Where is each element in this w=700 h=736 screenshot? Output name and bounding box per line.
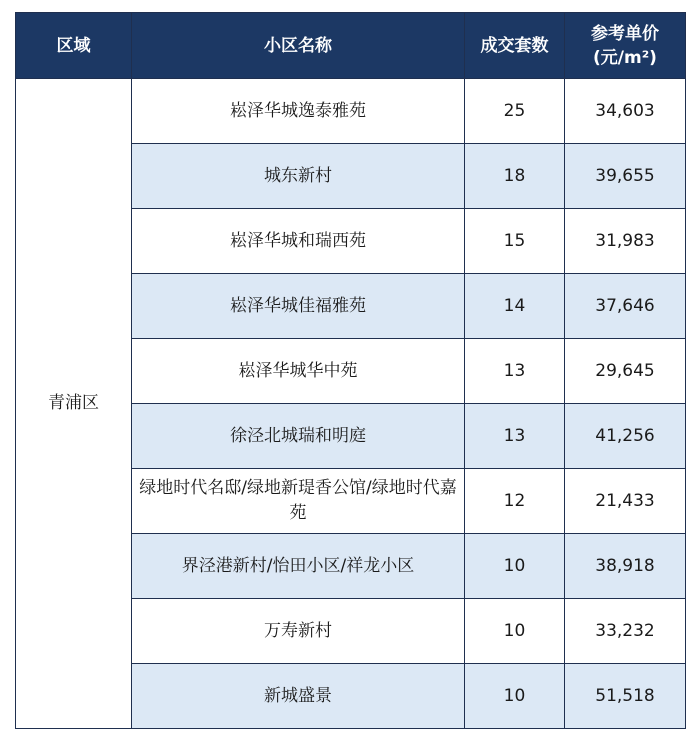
unit-price: 38,918: [565, 534, 686, 599]
unit-price: 41,256: [565, 404, 686, 469]
unit-price: 21,433: [565, 469, 686, 534]
deal-count: 25: [465, 79, 565, 144]
community-name: 新城盛景: [132, 664, 465, 729]
table-header-row: [16, 13, 686, 79]
unit-price: 31,983: [565, 209, 686, 274]
unit-price: 34,603: [565, 79, 686, 144]
deal-count: 12: [465, 469, 565, 534]
community-name: 万寿新村: [132, 599, 465, 664]
deal-count: 10: [465, 599, 565, 664]
deal-count: 13: [465, 339, 565, 404]
header-name: 小区名称: [132, 13, 465, 79]
unit-price: 39,655: [565, 144, 686, 209]
deal-count: 13: [465, 404, 565, 469]
unit-price: 33,232: [565, 599, 686, 664]
community-name: 界泾港新村/怡田小区/祥龙小区: [132, 534, 465, 599]
deal-count: 15: [465, 209, 565, 274]
transaction-table-container: [15, 12, 685, 729]
district-cell: 青浦区: [16, 79, 132, 729]
community-name: 徐泾北城瑞和明庭: [132, 404, 465, 469]
unit-price: 37,646: [565, 274, 686, 339]
deal-count: 14: [465, 274, 565, 339]
table-row: [16, 79, 686, 144]
deal-count: 10: [465, 664, 565, 729]
community-name: 城东新村: [132, 144, 465, 209]
community-name: 崧泽华城和瑞西苑: [132, 209, 465, 274]
unit-price: 29,645: [565, 339, 686, 404]
community-name: 崧泽华城佳福雅苑: [132, 274, 465, 339]
transaction-table: [15, 12, 686, 729]
deal-count: 18: [465, 144, 565, 209]
community-name: 崧泽华城逸泰雅苑: [132, 79, 465, 144]
deal-count: 10: [465, 534, 565, 599]
header-price-unit: (元/m²): [593, 47, 657, 68]
unit-price: 51,518: [565, 664, 686, 729]
header-deals: 成交套数: [465, 13, 565, 79]
header-price-title: 参考单价: [591, 23, 659, 44]
header-price: [565, 13, 686, 79]
header-district: 区域: [16, 13, 132, 79]
community-name: 绿地时代名邸/绿地新瑅香公馆/绿地时代嘉苑: [132, 469, 465, 534]
community-name: 崧泽华城华中苑: [132, 339, 465, 404]
